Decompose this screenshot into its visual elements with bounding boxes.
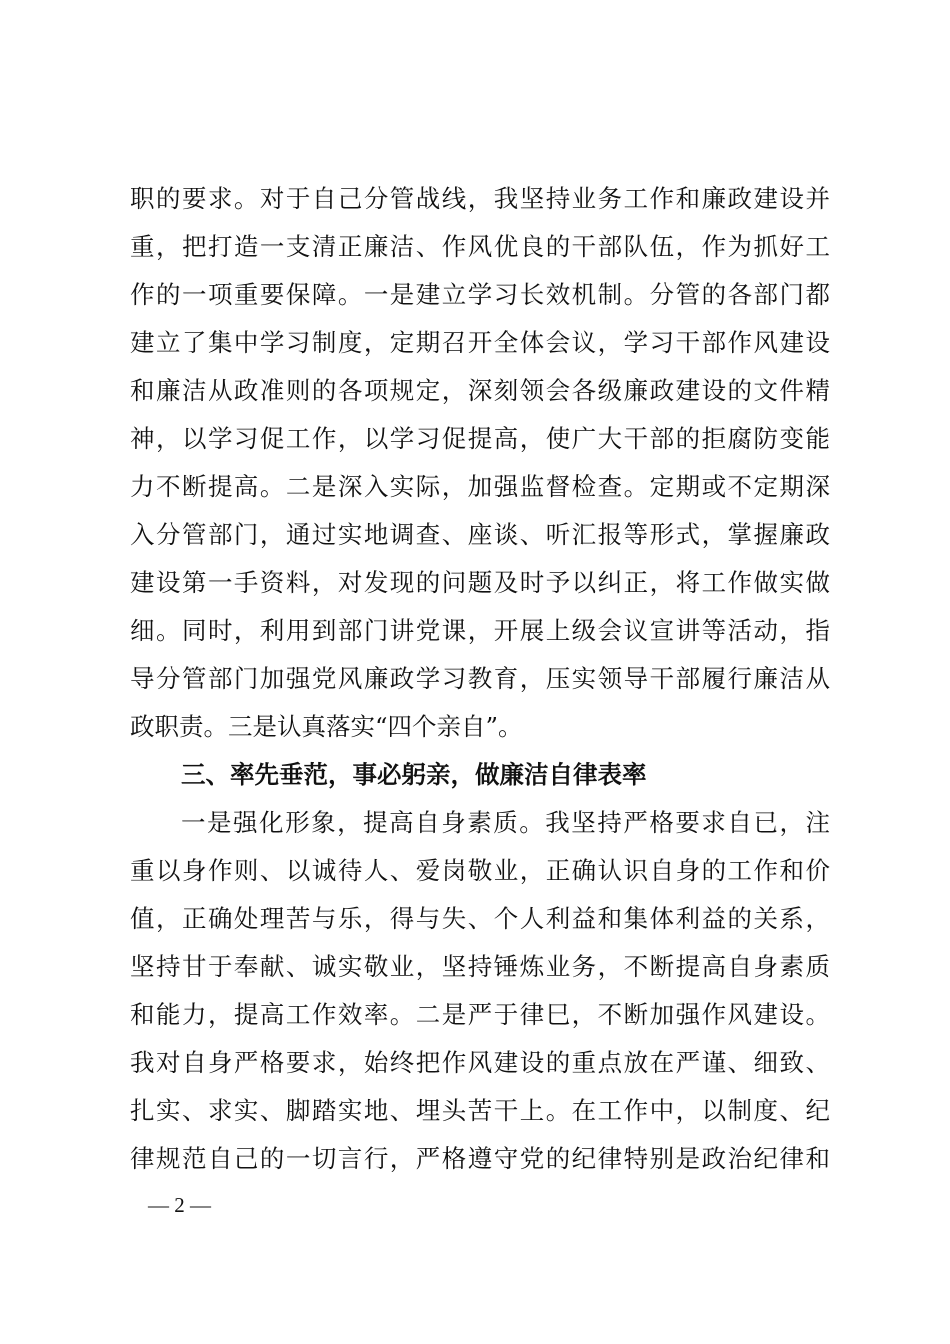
paragraph-2-line-7: 扎实、求实、脚踏实地、埋头苦干上。在工作中，以制度、纪 bbox=[130, 1096, 830, 1125]
paragraph-1-line-10: 细。同时，利用到部门讲党课，开展上级会议宣讲等活动，指 bbox=[130, 616, 830, 645]
paragraph-2-line-4: 坚持甘于奉献、诚实敬业，坚持锤炼业务，不断提高自身素质 bbox=[130, 952, 830, 981]
paragraph-1-line-5: 和廉洁从政准则的各项规定，深刻领会各级廉政建设的文件精 bbox=[130, 376, 830, 405]
paragraph-2-line-6: 我对自身严格要求，始终把作风建设的重点放在严谨、细致、 bbox=[130, 1048, 830, 1077]
paragraph-2-line-5: 和能力，提高工作效率。二是严于律巳，不断加强作风建设。 bbox=[130, 1000, 830, 1029]
paragraph-2-line-2: 重以身作则、以诚待人、爱岗敬业，正确认识自身的工作和价 bbox=[130, 856, 830, 885]
paragraph-1-line-11: 导分管部门加强党风廉政学习教育，压实领导干部履行廉洁从 bbox=[130, 664, 830, 693]
paragraph-1-line-1: 职的要求。对于自己分管战线，我坚持业务工作和廉政建设并 bbox=[130, 184, 830, 213]
paragraph-2-line-3: 值，正确处理苦与乐，得与失、个人利益和集体利益的关系， bbox=[130, 904, 830, 933]
paragraph-1-line-9: 建设第一手资料，对发现的问题及时予以纠正，将工作做实做 bbox=[130, 568, 830, 597]
paragraph-2-line-8: 律规范自己的一切言行，严格遵守党的纪律特别是政治纪律和 bbox=[130, 1144, 830, 1173]
paragraph-1-line-4: 建立了集中学习制度，定期召开全体会议，学习干部作风建设 bbox=[130, 328, 830, 357]
paragraph-1-line-6: 神，以学习促工作，以学习促提高，使广大干部的拒腐防变能 bbox=[130, 424, 830, 453]
paragraph-2-line-1: 一是强化形象，提高自身素质。我坚持严格要求自已，注 bbox=[181, 808, 830, 837]
paragraph-1-line-2: 重，把打造一支清正廉洁、作风优良的干部队伍，作为抓好工 bbox=[130, 232, 830, 261]
page-number: — 2 — bbox=[148, 1193, 211, 1217]
paragraph-1-line-3: 作的一项重要保障。一是建立学习长效机制。分管的各部门都 bbox=[130, 280, 830, 309]
paragraph-1-line-7: 力不断提高。二是深入实际，加强监督检查。定期或不定期深 bbox=[130, 472, 830, 501]
section-heading: 三、率先垂范，事必躬亲，做廉洁自律表率 bbox=[181, 760, 647, 789]
paragraph-1-line-12: 政职责。三是认真落实“四个亲自”。 bbox=[130, 712, 523, 741]
paragraph-1-line-8: 入分管部门，通过实地调查、座谈、听汇报等形式，掌握廉政 bbox=[130, 520, 830, 549]
